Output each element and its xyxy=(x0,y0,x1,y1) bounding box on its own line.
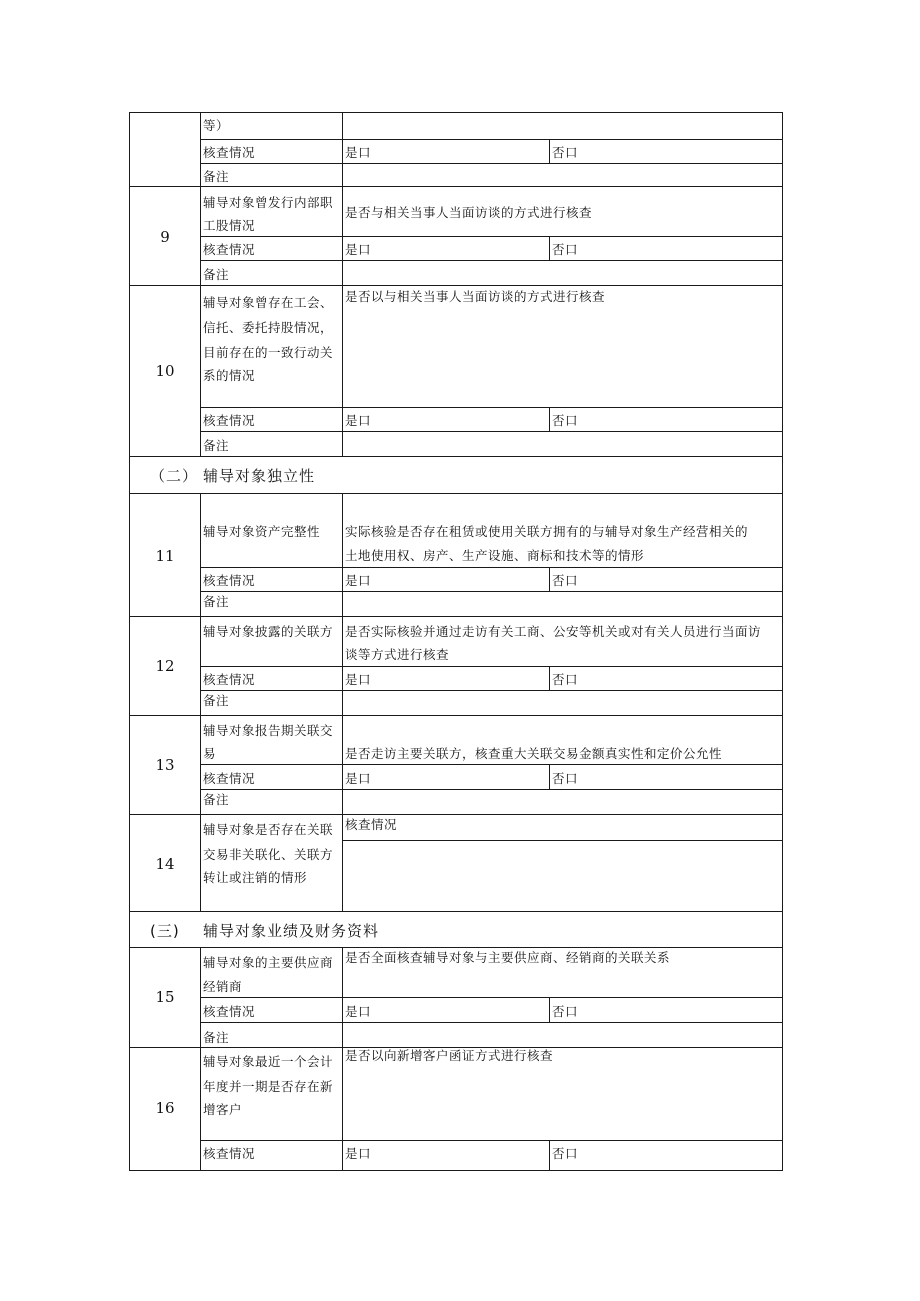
check-method: 土地使用权、房产、生产设施、商标和技术等的情形 xyxy=(345,548,645,563)
item-text: 辅导对象报告期关联交 xyxy=(203,723,334,738)
item-text: 信托、委托持股情况， xyxy=(203,320,334,335)
col-divider xyxy=(200,947,201,1170)
row-border xyxy=(200,1140,783,1141)
item-text: 增客户 xyxy=(203,1102,243,1117)
item-text: 辅导对象是否存在关联 xyxy=(203,822,334,837)
item-text: 目前存在的一致行动关 xyxy=(203,345,334,360)
item-text: 辅导对象的主要供应商 xyxy=(203,955,334,970)
row-border xyxy=(129,911,783,912)
row-border xyxy=(129,493,783,494)
check-label: 核查情况 xyxy=(203,145,256,160)
col-divider xyxy=(549,407,550,431)
row-border xyxy=(200,163,783,164)
row-number: 13 xyxy=(155,756,175,774)
check-method: 是否与相关当事人当面访谈的方式进行核查 xyxy=(345,205,593,220)
row-border xyxy=(342,840,783,841)
yes-checkbox[interactable]: 是口 xyxy=(345,573,372,588)
yes-checkbox[interactable]: 是口 xyxy=(345,1146,372,1161)
check-method: 是否以向新增客户函证方式进行核查 xyxy=(345,1048,554,1063)
col-divider xyxy=(549,1140,550,1170)
check-method: 是否走访主要关联方，核查重大关联交易金额真实性和定价公允性 xyxy=(345,746,723,761)
item-text: 经销商 xyxy=(203,979,243,994)
col-divider xyxy=(549,764,550,789)
row-border xyxy=(200,591,783,592)
col-divider xyxy=(200,493,201,911)
no-checkbox[interactable]: 否口 xyxy=(552,242,579,257)
section-number: (三) xyxy=(150,922,180,940)
item-text: 年度并一期是否存在新 xyxy=(203,1079,334,1094)
row-border xyxy=(200,666,783,667)
item-text: 辅导对象资产完整性 xyxy=(203,524,321,539)
row-border xyxy=(129,616,783,617)
note-label: 备注 xyxy=(203,594,230,609)
section-title: 辅导对象独立性 xyxy=(203,467,316,485)
note-label: 备注 xyxy=(203,169,230,184)
row-border xyxy=(200,260,783,261)
row-number: 11 xyxy=(155,547,175,565)
row-number: 10 xyxy=(155,362,175,380)
yes-checkbox[interactable]: 是口 xyxy=(345,413,372,428)
note-label: 备注 xyxy=(203,267,230,282)
table-border-right xyxy=(782,112,783,1170)
section-number: （二） xyxy=(150,467,199,485)
no-checkbox[interactable]: 否口 xyxy=(552,672,579,687)
check-label: 核查情况 xyxy=(203,1004,256,1019)
row-number: 15 xyxy=(155,988,175,1006)
yes-checkbox[interactable]: 是口 xyxy=(345,771,372,786)
item-text: 交易非关联化、关联方 xyxy=(203,847,334,862)
yes-checkbox[interactable]: 是口 xyxy=(345,242,372,257)
row-number: 16 xyxy=(155,1099,175,1117)
check-label: 核查情况 xyxy=(345,817,398,832)
section-title: 辅导对象业绩及财务资料 xyxy=(203,922,380,940)
check-label: 核查情况 xyxy=(203,242,256,257)
item-text: 辅导对象最近一个会计 xyxy=(203,1054,334,1069)
no-checkbox[interactable]: 否口 xyxy=(552,413,579,428)
yes-checkbox[interactable]: 是口 xyxy=(345,145,372,160)
no-checkbox[interactable]: 否口 xyxy=(552,1146,579,1161)
check-label: 核查情况 xyxy=(203,573,256,588)
row-border xyxy=(200,139,783,140)
col-divider xyxy=(549,567,550,591)
col-divider xyxy=(549,997,550,1022)
row-border xyxy=(200,789,783,790)
row-border xyxy=(129,1170,783,1171)
item-text: 辅导对象曾存在工会、 xyxy=(203,295,334,310)
col-divider xyxy=(342,947,343,1170)
no-checkbox[interactable]: 否口 xyxy=(552,145,579,160)
check-label: 核查情况 xyxy=(203,771,256,786)
note-label: 备注 xyxy=(203,792,230,807)
note-label: 备注 xyxy=(203,693,230,708)
yes-checkbox[interactable]: 是口 xyxy=(345,672,372,687)
row-border xyxy=(129,715,783,716)
item-text: 转让或注销的情形 xyxy=(203,870,308,885)
item-text: 等） xyxy=(203,118,230,133)
row-border xyxy=(200,407,783,408)
col-divider xyxy=(549,666,550,690)
no-checkbox[interactable]: 否口 xyxy=(552,573,579,588)
col-divider xyxy=(342,493,343,911)
col-divider xyxy=(549,139,550,163)
row-border xyxy=(200,236,783,237)
row-number: 12 xyxy=(155,657,175,675)
no-checkbox[interactable]: 否口 xyxy=(552,771,579,786)
row-border xyxy=(200,997,783,998)
check-method: 是否全面核查辅导对象与主要供应商、经销商的关联关系 xyxy=(345,950,671,965)
row-border xyxy=(129,814,783,815)
item-text: 工股情况 xyxy=(203,218,256,233)
check-label: 核查情况 xyxy=(203,413,256,428)
item-text: 辅导对象披露的关联方 xyxy=(203,624,334,639)
item-text: 易 xyxy=(203,746,217,761)
no-checkbox[interactable]: 否口 xyxy=(552,1004,579,1019)
note-label: 备注 xyxy=(203,438,230,453)
check-method: 是否实际核验并通过走访有关工商、公安等机关或对有关人员进行当面访 xyxy=(345,624,762,639)
item-text: 辅导对象曾发行内部职 xyxy=(203,195,334,210)
check-method: 是否以与相关当事人当面访谈的方式进行核查 xyxy=(345,289,606,304)
row-border xyxy=(200,431,783,432)
col-divider xyxy=(549,236,550,260)
row-border xyxy=(200,690,783,691)
note-label: 备注 xyxy=(203,1030,230,1045)
row-number: 14 xyxy=(155,855,175,873)
row-border xyxy=(200,1022,783,1023)
check-method: 谈等方式进行核查 xyxy=(345,647,450,662)
item-text: 系的情况 xyxy=(203,368,256,383)
row-number: 9 xyxy=(160,228,170,246)
table-border-left xyxy=(129,112,130,1170)
check-label: 核查情况 xyxy=(203,1146,256,1161)
yes-checkbox[interactable]: 是口 xyxy=(345,1004,372,1019)
check-method: 实际核验是否存在租赁或使用关联方拥有的与辅导对象生产经营相关的 xyxy=(345,524,749,539)
check-label: 核查情况 xyxy=(203,672,256,687)
